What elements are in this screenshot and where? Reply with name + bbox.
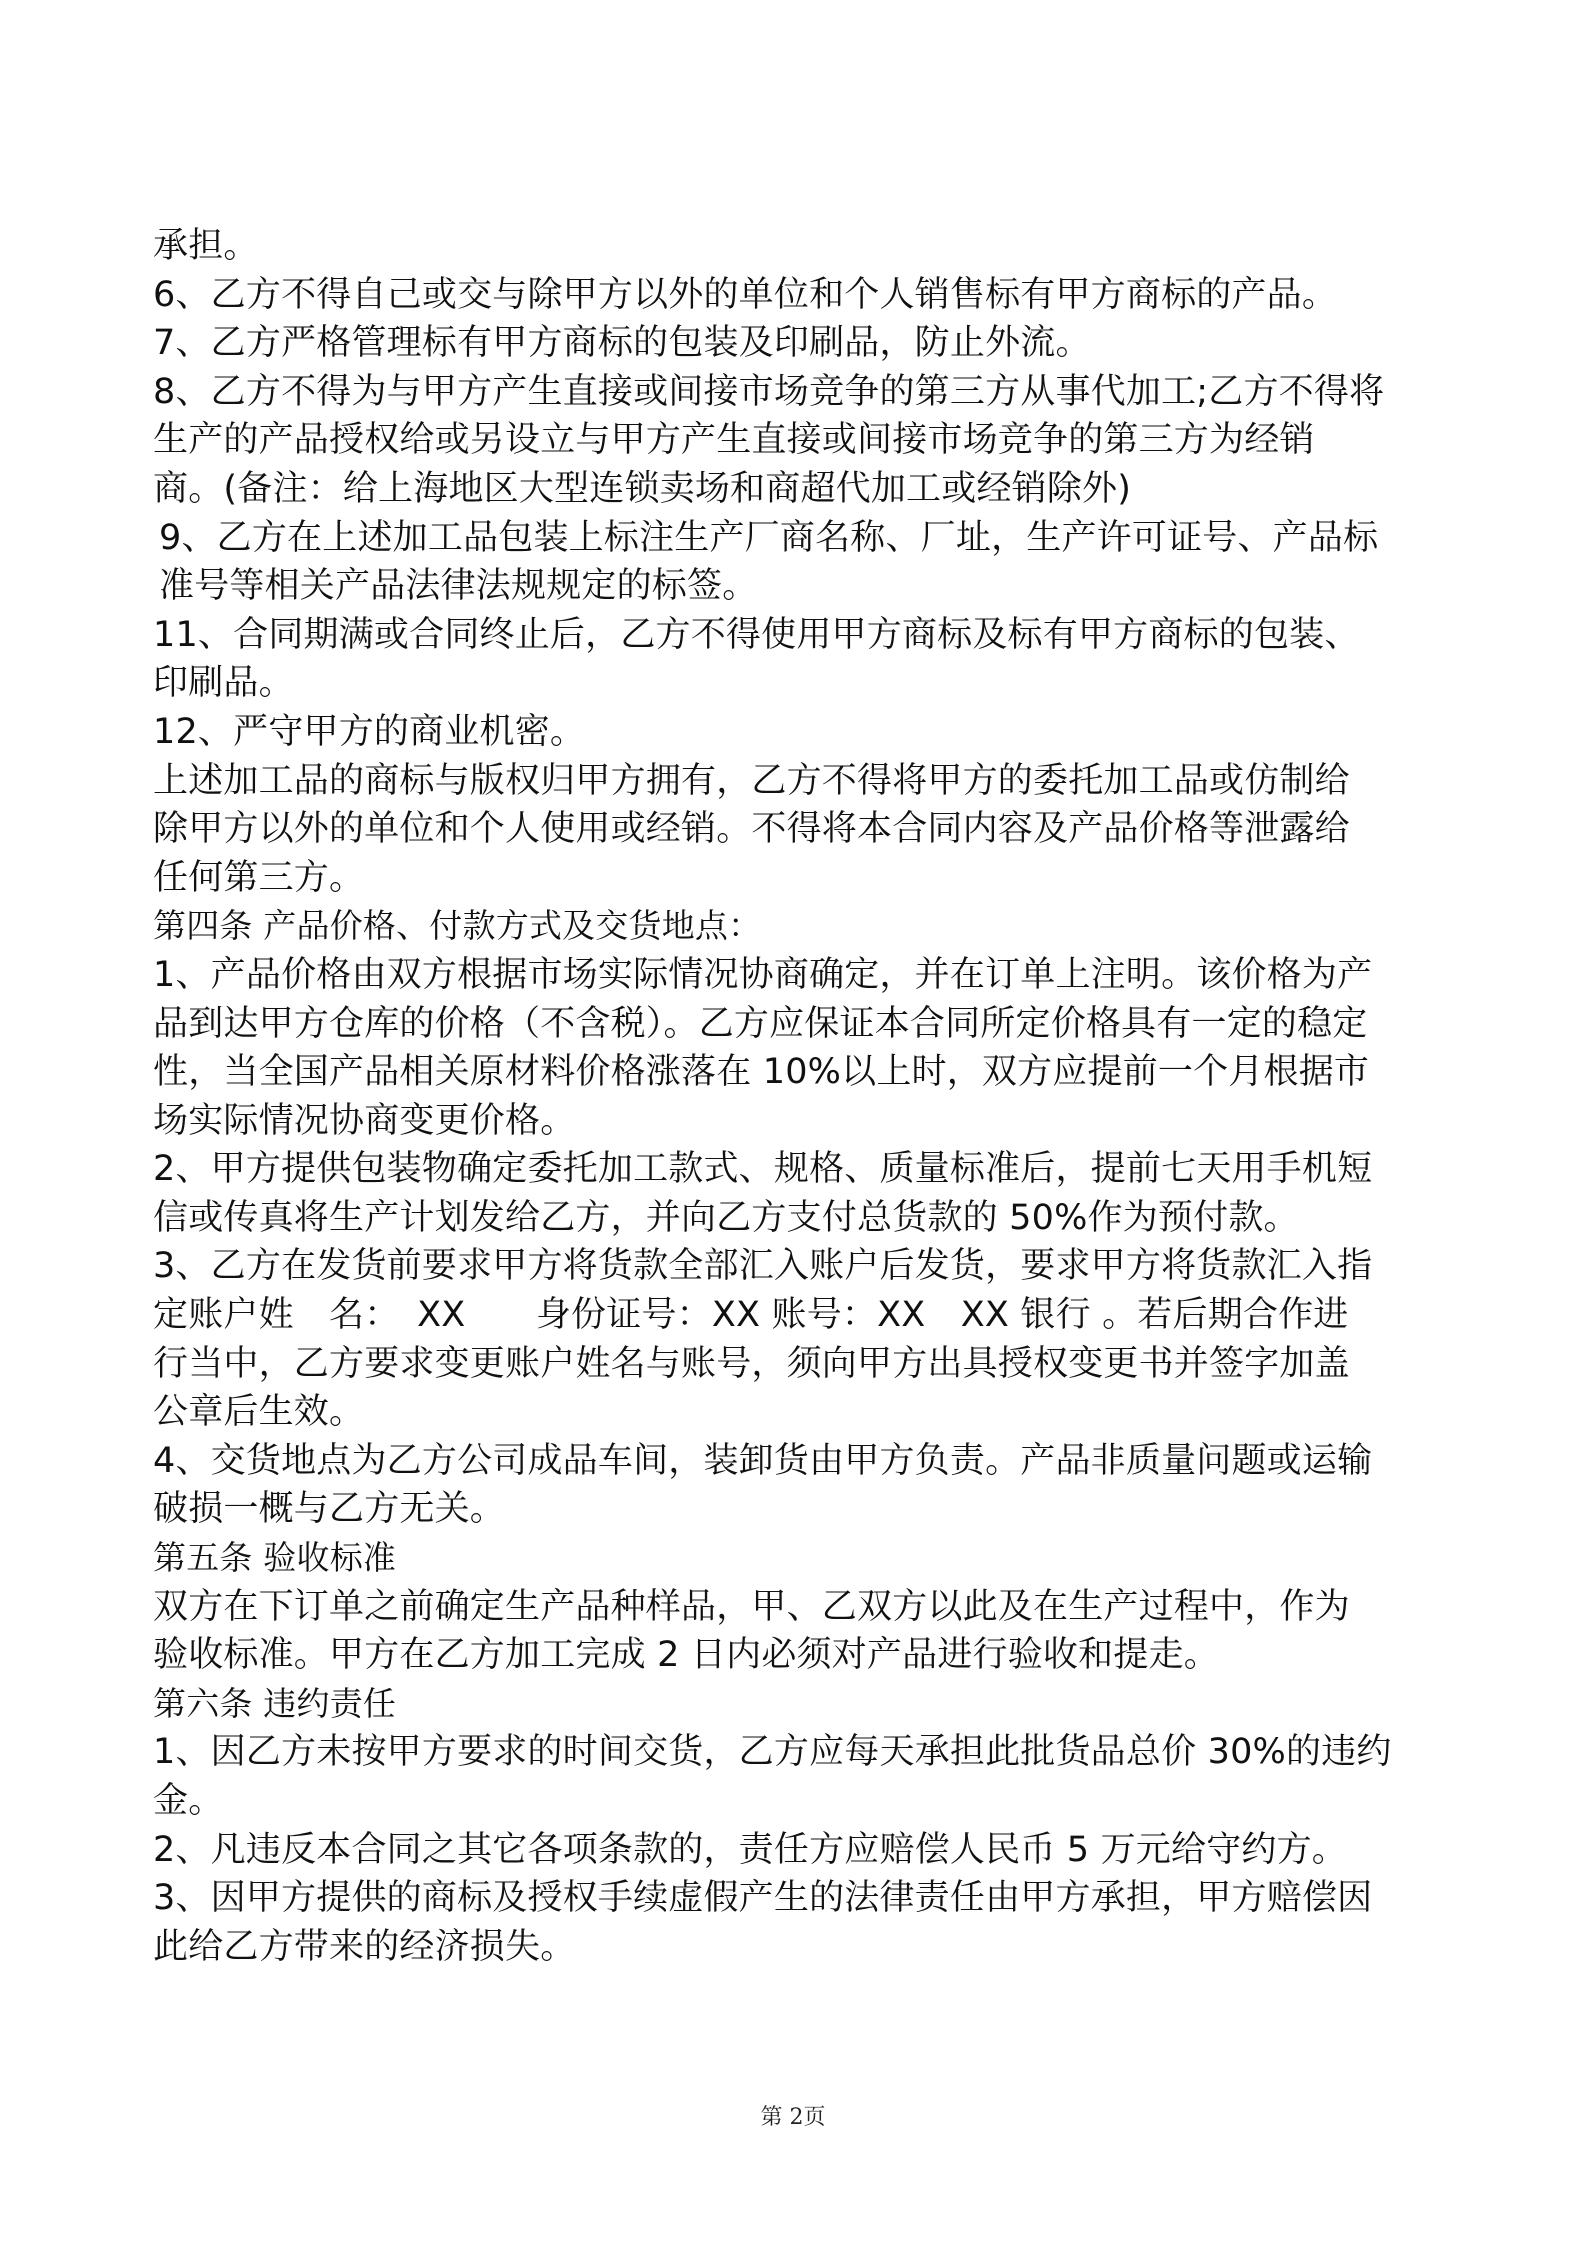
text-line: 场实际情况协商变更价格。 (153, 1100, 576, 1141)
text-line: 上述加工品的商标与版权归甲方拥有，乙方不得将甲方的委托加工品或仿制给 (153, 760, 1350, 801)
text-line: 信或传真将生产计划发给乙方，并向乙方支付总货款的 50%作为预付款。 (153, 1197, 1299, 1238)
text-line: 3、因甲方提供的商标及授权手续虚假产生的法律责任由甲方承担，甲方赔偿因 (153, 1878, 1373, 1919)
text-line: 除甲方以外的单位和个人使用或经销。不得将本合同内容及产品价格等泄露给 (153, 809, 1350, 850)
text-line: 1、因乙方未按甲方要求的时间交货，乙方应每天承担此批货品总价 30%的违约 (153, 1732, 1392, 1773)
text-line: 8、乙方不得为与甲方产生直接或间接市场竞争的第三方从事代加工;乙方不得将 (153, 371, 1385, 412)
text-line: 11、合同期满或合同终止后，乙方不得使用甲方商标及标有甲方商标的包装、 (153, 614, 1360, 655)
text-line: 3、乙方在发货前要求甲方将货款全部汇入账户后发货，要求甲方将货款汇入指 (153, 1246, 1373, 1287)
text-line: 12、严守甲方的商业机密。 (153, 711, 586, 752)
text-line: 公章后生效。 (153, 1392, 365, 1433)
text-line: 1、产品价格由双方根据市场实际情况协商确定，并在订单上注明。该价格为产 (153, 954, 1373, 995)
text-line: 破损一概与乙方无关。 (153, 1489, 506, 1530)
text-line: 金。 (153, 1781, 224, 1821)
text-line: 承担。 (153, 226, 259, 266)
text-line: 性，当全国产品相关原材料价格涨落在 10%以上时，双方应提前一个月根据市 (153, 1052, 1370, 1093)
page-number: 第 2页 (760, 2105, 826, 2130)
text-line: 生产的产品授权给或另设立与甲方产生直接或间接市场竞争的第三方为经销 (153, 420, 1315, 461)
section-heading: 第六条 违约责任 (153, 1683, 397, 1723)
text-line: 验收标准。甲方在乙方加工完成 2 日内必须对产品进行验收和提走。 (153, 1635, 1219, 1676)
section-heading: 第五条 验收标准 (153, 1538, 397, 1578)
text-line: 行当中，乙方要求变更账户姓名与账号，须向甲方出具授权变更书并签字加盖 (153, 1343, 1350, 1384)
text-line: 品到达甲方仓库的价格（不含税）。乙方应保证本合同所定价格具有一定的稳定 (153, 1003, 1368, 1044)
text-line: 准号等相关产品法律法规规定的标签。 (159, 566, 758, 607)
text-line: 双方在下订单之前确定生产品种样品，甲、乙双方以此及在生产过程中，作为 (153, 1586, 1350, 1627)
text-line: 任何第三方。 (153, 857, 365, 898)
text-line: 4、交货地点为乙方公司成品车间，装卸货由甲方负责。产品非质量问题或运输 (153, 1440, 1373, 1481)
text-line: 2、凡违反本合同之其它各项条款的，责任方应赔偿人民币 5 万元给守约方。 (153, 1829, 1347, 1870)
text-line: 印刷品。 (153, 663, 294, 704)
text-line: 商。(备注：给上海地区大型连锁卖场和商超代加工或经销除外) (153, 468, 1132, 509)
text-line: 2、甲方提供包装物确定委托加工款式、规格、质量标准后，提前七天用手机短 (153, 1149, 1373, 1190)
text-line: 9、乙方在上述加工品包装上标注生产厂商名称、厂址，生产许可证号、产品标 (159, 517, 1379, 558)
document-body (153, 222, 1453, 1971)
text-line: 7、乙方严格管理标有甲方商标的包装及印刷品，防止外流。 (153, 323, 1091, 364)
section-heading: 第四条 产品价格、付款方式及交货地点： (153, 906, 762, 946)
text-line: 此给乙方带来的经济损失。 (153, 1926, 576, 1967)
text-line: 6、乙方不得自己或交与除甲方以外的单位和个人销售标有甲方商标的产品。 (153, 274, 1338, 315)
text-line: 定账户姓 名： XX 身份证号：XX 账号：XX XX 银行 。若后期合作进 (153, 1295, 1349, 1336)
